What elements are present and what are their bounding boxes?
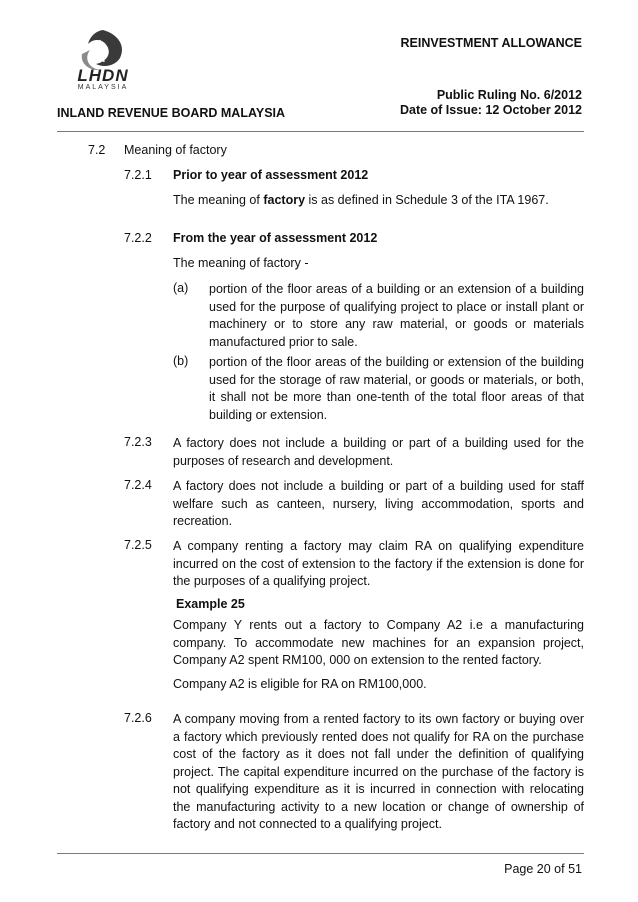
lhdn-logo xyxy=(60,28,146,94)
organisation-name: INLAND REVENUE BOARD MALAYSIA xyxy=(57,106,286,120)
subsection-text-7-2-4: A factory does not include a building or part of a building used for staff welfare such as canteen, nursery, living accommodation, sports and recreation. xyxy=(173,479,584,528)
factory-term: factory xyxy=(263,193,306,207)
subsection-heading-7-2-1: Prior to year of assessment 2012 xyxy=(173,168,369,182)
page-number: Page 20 of 51 xyxy=(504,862,582,876)
text-pre: The meaning of xyxy=(173,193,264,207)
subsection-text-7-2-1 xyxy=(173,192,584,210)
list-item-text-b: portion of the floor areas of the building or extension of the building used for the storage of raw material, or goods or materials, or both, it shall not be more than one-tenth of the total floor areas of that building or extension. xyxy=(209,355,584,422)
example-text: Company Y rents out a factory to Company A2 i.e a manufacturing company. To accommodate new machines for an expansion project, Company A2 spent RM100, 000 on extension to the rented factory. xyxy=(173,618,584,667)
subsection-text-7-2-6: A company moving from a rented factory to its own factory or buying over a factory which previously rented does not qualify for RA on the purchase cost of the factory as it does not fall under the definition of qualifying project. The capital expenditure incurred on the purchase of the factory is not qualifying expenditure as it is incurred in connection with relocating the manufacturing activity to a new location or change of ownership of factory and not connected to a qualifying project. xyxy=(173,712,584,831)
subsection-number-7-2-1: 7.2.1 xyxy=(124,168,152,182)
list-item-label-b: (b) xyxy=(173,354,189,368)
subsection-number-7-2-3: 7.2.3 xyxy=(124,435,152,449)
document-title: REINVESTMENT ALLOWANCE xyxy=(400,36,582,50)
subsection-text-7-2-5: A company renting a factory may claim RA on qualifying expenditure incurred on the cost of extension to the factory if the extension is done for the purposes of a qualifying project. xyxy=(173,539,584,588)
subsection-number-7-2-5: 7.2.5 xyxy=(124,538,152,552)
subsection-number-7-2-2: 7.2.2 xyxy=(124,231,152,245)
subsection-number-7-2-4: 7.2.4 xyxy=(124,478,152,492)
header-divider xyxy=(57,131,584,132)
subsection-number-7-2-6: 7.2.6 xyxy=(124,711,152,725)
list-item-text-a: portion of the floor areas of a building or an extension of a building used for the purpose of qualifying project to place or install plant or machinery or to store any raw material, or goods or materials manufactured prior to sale. xyxy=(209,282,584,349)
logo-text: LHDN xyxy=(77,66,129,85)
subsection-intro-7-2-2: The meaning of factory - xyxy=(173,256,309,270)
example-conclusion: Company A2 is eligible for RA on RM100,000. xyxy=(173,677,427,691)
section-title: Meaning of factory xyxy=(124,143,227,157)
example-title: Example 25 xyxy=(176,597,245,611)
ruling-number: Public Ruling No. 6/2012 xyxy=(436,88,582,102)
subsection-heading-7-2-2: From the year of assessment 2012 xyxy=(173,231,378,245)
logo-subtext: MALAYSIA xyxy=(77,84,129,91)
list-item-label-a: (a) xyxy=(173,281,189,295)
footer-divider xyxy=(57,853,584,854)
date-of-issue: Date of Issue: 12 October 2012 xyxy=(399,103,582,117)
text-post: is as defined in Schedule 3 of the ITA 1967. xyxy=(305,193,549,207)
section-number: 7.2 xyxy=(88,143,106,157)
subsection-text-7-2-3: A factory does not include a building or part of a building used for the purposes of research and development. xyxy=(173,436,584,468)
